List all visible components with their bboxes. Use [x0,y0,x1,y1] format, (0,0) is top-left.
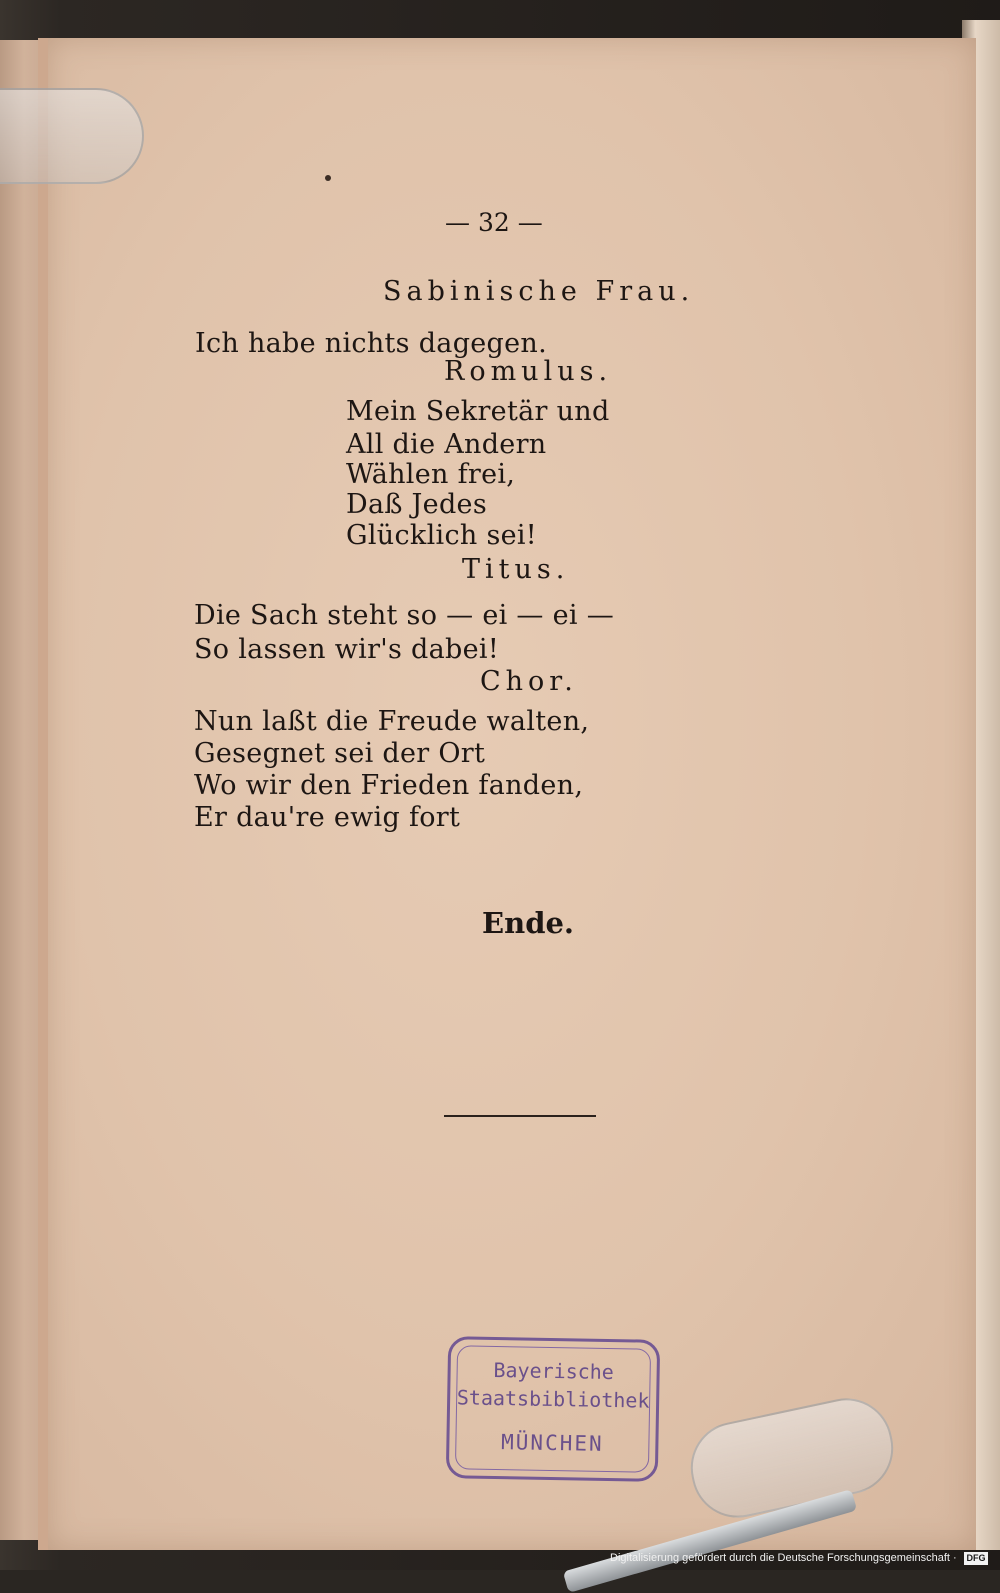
end-marker: Ende. [482,906,575,940]
speaker-romulus: Romulus. [444,356,613,387]
library-stamp [446,1336,660,1482]
page-number: — 32 — [445,208,543,237]
verse-line: Daß Jedes [346,489,487,520]
page-clip-top [0,88,144,184]
stamp-line-2: Staatsbibliothek [456,1385,650,1413]
closing-rule [444,1115,596,1117]
verse-line: Wählen frei, [346,459,516,490]
verse-line: All die Andern [346,429,547,460]
ink-speck [325,175,331,181]
digitization-credit: Digitalisierung gefördert durch die Deutsche Forschungsgemeinschaft · [610,1552,957,1564]
verse-line: Mein Sekretär und [346,396,610,427]
verse-line: So lassen wir's dabei! [194,634,499,665]
verse-line: Nun laßt die Freude walten, [194,706,590,737]
verse-line: Ich habe nichts dagegen. [195,328,547,359]
verse-line: Gesegnet sei der Ort [194,738,486,769]
speaker-sabinische-frau: Sabinische Frau. [383,276,695,307]
speaker-chor: Chor. [480,666,578,697]
verse-line: Die Sach steht so — ei — ei — [194,600,614,631]
verse-line: Er dau're ewig fort [194,802,461,833]
stamp-line-3: MÜNCHEN [500,1430,604,1456]
verse-line: Glücklich sei! [346,520,537,551]
speaker-titus: Titus. [462,554,570,585]
stamp-line-1: Bayerische [493,1357,615,1385]
dfg-logo: DFG [964,1552,988,1565]
verse-line: Wo wir den Frieden fanden, [194,770,584,801]
